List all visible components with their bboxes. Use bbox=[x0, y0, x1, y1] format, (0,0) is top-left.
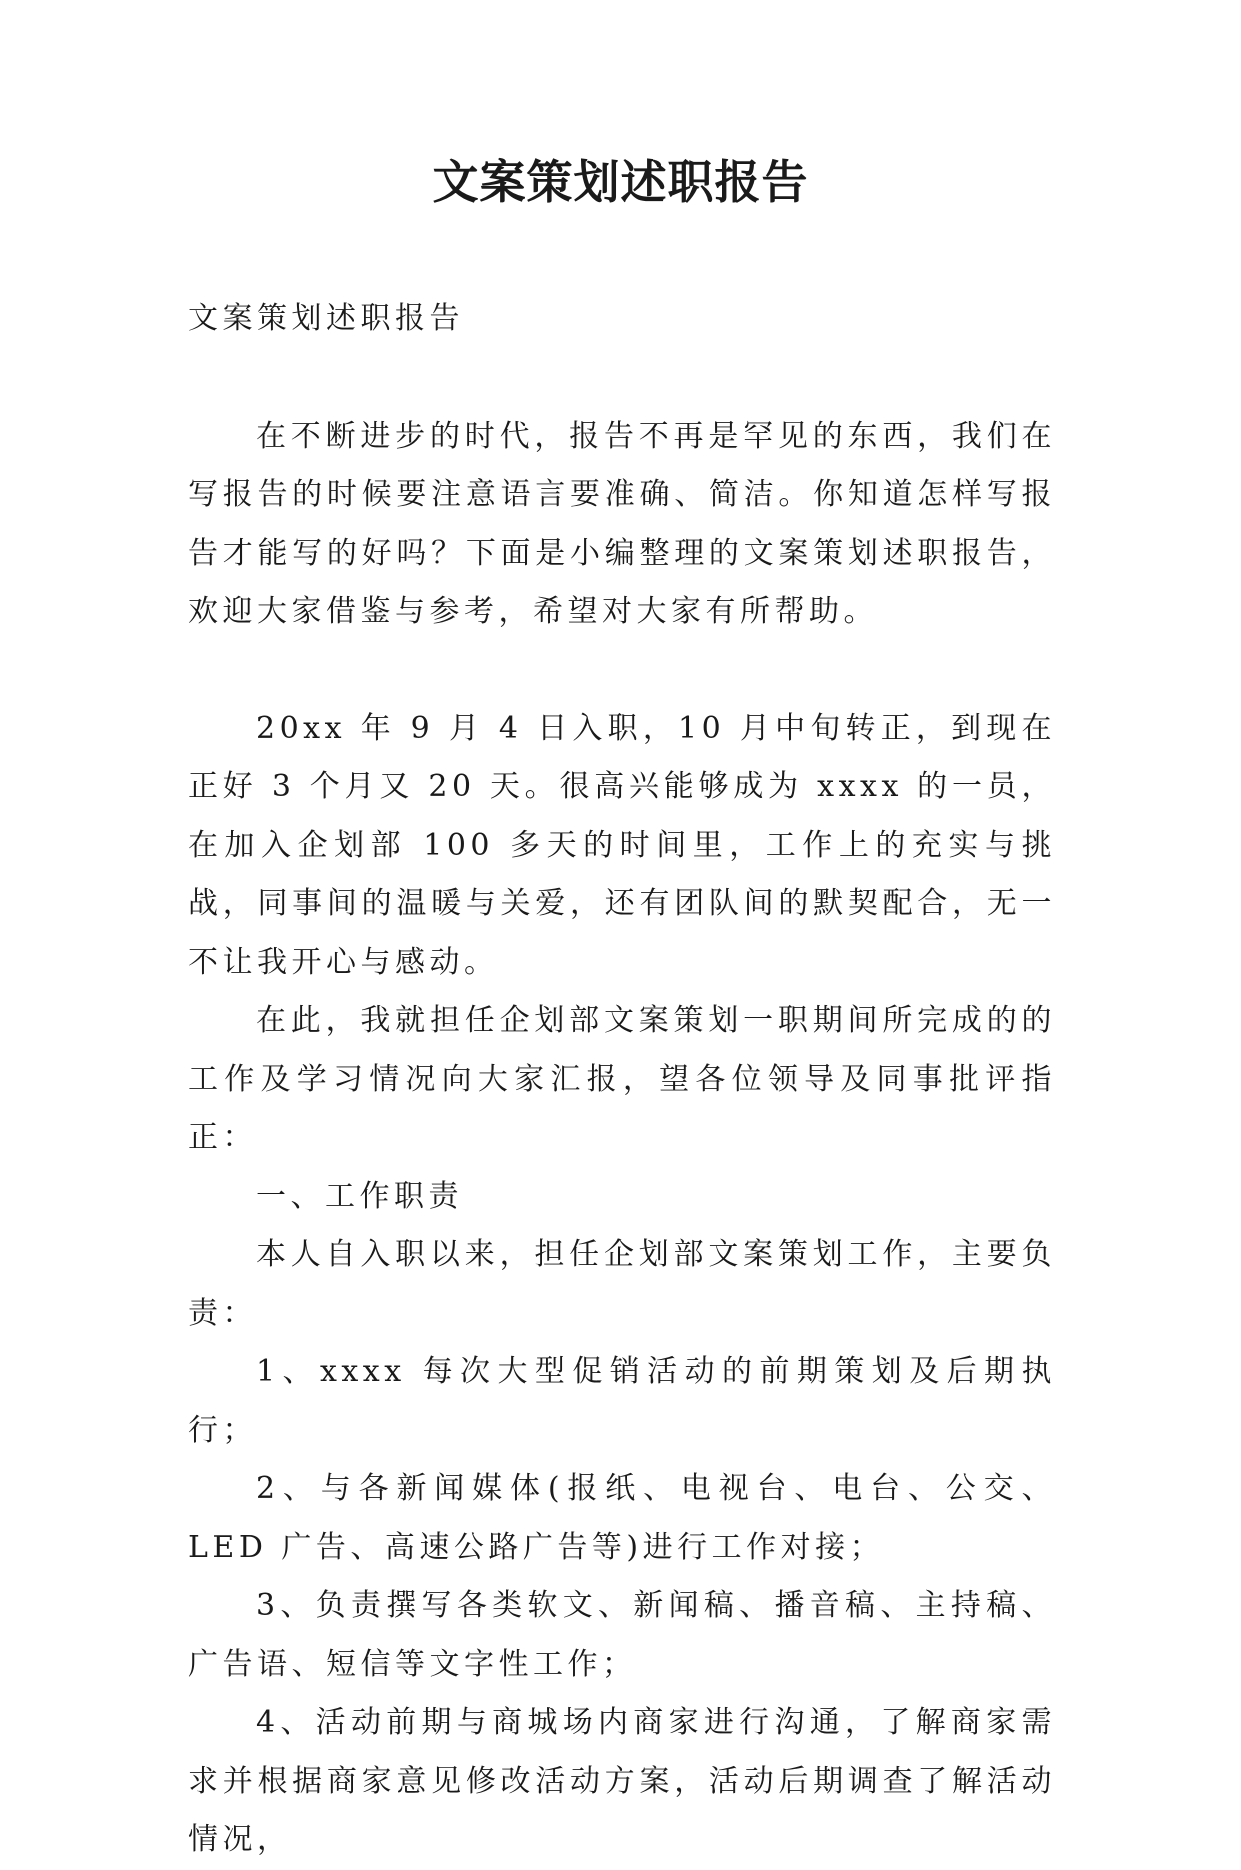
document-title: 文案策划述职报告 bbox=[432, 155, 809, 209]
list-item-duty-4: 4、活动前期与商城场内商家进行沟通，了解商家需求并根据商家意见修改活动方案，活动后期调查了解活动情况， bbox=[188, 1705, 1056, 1857]
paragraph-report-purpose: 在此，我就担任企划部文案策划一职期间所完成的的工作及学习情况向大家汇报，望各位领导及同事批评指正： bbox=[188, 1003, 1056, 1155]
document-subtitle: 文案策划述职报告 bbox=[188, 301, 464, 336]
list-item-duty-1: 1、xxxx 每次大型促销活动的前期策划及后期执行； bbox=[188, 1354, 1056, 1448]
section-heading-duties: 一、工作职责 bbox=[256, 1178, 463, 1214]
document-body bbox=[188, 290, 1056, 1870]
paragraph-duties-intro: 本人自入职以来，担任企划部文案策划工作，主要负责： bbox=[188, 1237, 1056, 1331]
paragraph-intro: 在不断进步的时代，报告不再是罕见的东西，我们在写报告的时候要注意语言要准确、简洁。你知道怎样写报告才能写的好吗？下面是小编整理的文案策划述职报告，欢迎大家借鉴与参考，希望对大家有所帮助。 bbox=[188, 418, 1056, 629]
list-item-duty-2: 2、与各新闻媒体(报纸、电视台、电台、公交、LED 广告、高速公路广告等)进行工作对接； bbox=[188, 1471, 1056, 1565]
paragraph-onboarding: 20xx 年 9 月 4 日入职，10 月中旬转正，到现在正好 3 个月又 20 天。很高兴能够成为 xxxx 的一员，在加入企划部 100 多天的时间里，工作上的充实与挑战，同事间的温暖与关爱，还有团队间的默契配合，无一不让我开心与感动。 bbox=[188, 710, 1056, 980]
list-item-duty-3: 3、负责撰写各类软文、新闻稿、播音稿、主持稿、广告语、短信等文字性工作； bbox=[188, 1588, 1056, 1682]
